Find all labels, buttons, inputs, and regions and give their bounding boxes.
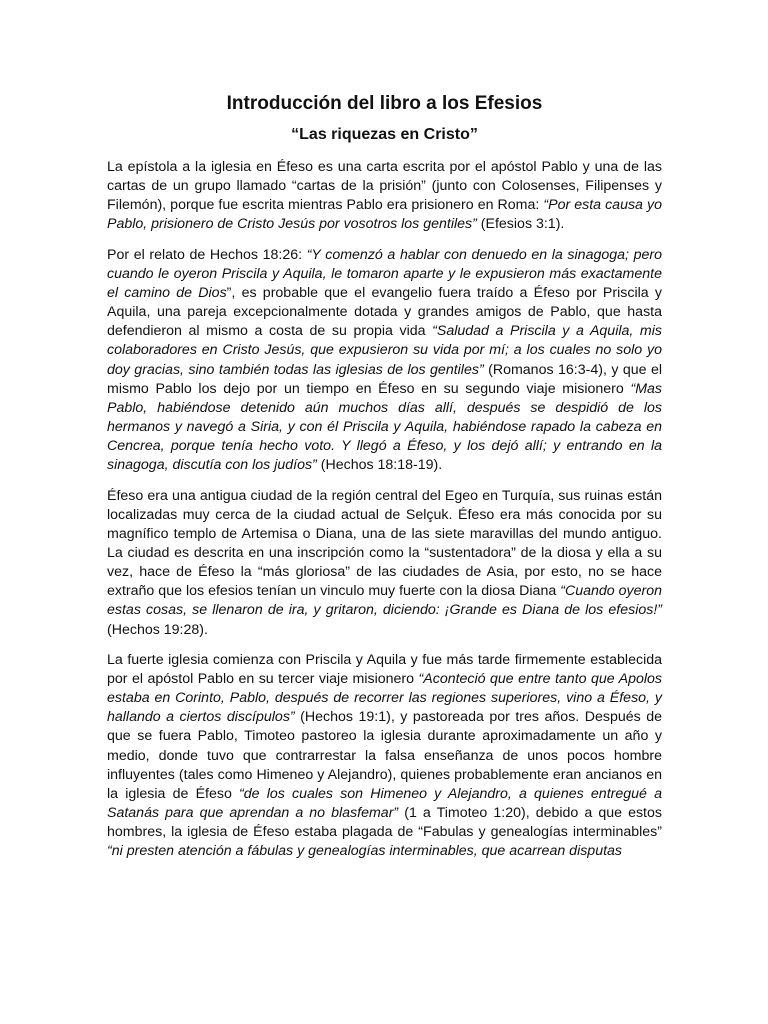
text-segment: (Hechos 19:1), y pastoreada por tres años. Después de que se fuera Pablo, Timoteo pastoreo la iglesia durante aproximadamente un año y medio, donde tuvo que contrarrestar la falsa enseñanza de unos pocos hombre influyentes (tales como Himeneo y Alejandro), quienes probablemente eran ancianos en la iglesia de Éfeso: [107, 709, 663, 802]
scripture-quote: “de los cuales son Himeneo y Alejandro, a quienes entregué a Satanás para que aprendan a no blasfemar”: [107, 785, 662, 821]
text-segment: Éfeso era una antigua ciudad de la región central del Egeo en Turquía, sus ruinas están localizadas muy cerca de la ciudad actual de Selçuk. Éfeso era más conocida por su magnífico templo de Artemisa o Diana, una de las siete maravillas del mundo antiguo. La ciudad es descrita en una inscripción como la “sustentadora” de la diosa y ella a su vez, hace de Éfeso la “más gloriosa” de las ciudades de Asia, por esto, no se hace extraño que los efesios tenían un vinculo muy fuerte con la diosa Diana: [107, 487, 662, 600]
paragraph-4: [107, 651, 662, 862]
text-segment: La fuerte iglesia comienza con Priscila y Aquila y fue más tarde firmemente establecida por el apóstol Pablo en su tercer viaje misionero: [107, 651, 662, 687]
scripture-quote: “Por esta causa yo Pablo, prisionero de Cristo Jesús por vosotros los gentiles”: [107, 197, 662, 233]
scripture-quote: “Cuando oyeron estas cosas, se llenaron de ira, y gritaron, diciendo: ¡Grande es Diana de los efesios!”: [107, 583, 663, 619]
text-segment: (Hechos 19:28).: [107, 621, 208, 638]
text-segment: (1 a Timoteo 1:20), debido a que estos hombres, la iglesia de Éfeso estaba plagada de “Fabulas y genealogías interminables”: [107, 805, 662, 841]
paragraph-3: [107, 487, 662, 640]
text-segment: (Hechos 18:18-19).: [316, 457, 443, 474]
paragraph-1: [107, 158, 662, 235]
text-segment: Por el relato de Hechos 18:26:: [107, 246, 307, 263]
scripture-quote: “Mas Pablo, habiéndose detenido aún muchos días allí, después se despidió de los hermanos y navegó a Siria, y con él Priscila y Aquila, habiéndose rapado la cabeza en Cencrea, porque tenía hecho voto. Y llegó a Éfeso, y los dejó allí; y entrando en la sinagoga, discutía con los judíos”: [107, 380, 662, 474]
page-subtitle: “Las riquezas en Cristo”: [291, 126, 478, 143]
paragraph-2: [107, 246, 662, 476]
scripture-quote: “Saludad a Priscila y a Aquila, mis colaboradores en Cristo Jesús, que expusieron su vida por mí; a los cuales no solo yo doy gracias, sino también todas las iglesias de los gentiles”: [107, 323, 662, 378]
scripture-quote: “Aconteció que entre tanto que Apolos estaba en Corinto, Pablo, después de recorrer las regiones superiores, vino a Éfeso, y hallando a ciertos discípulos”: [107, 670, 662, 726]
document-body: [107, 92, 662, 872]
scripture-quote: “ni presten atención a fábulas y genealogías interminables, que acarrean disputas: [107, 843, 623, 860]
scripture-quote: “Y comenzó a hablar con denuedo en la sinagoga; pero cuando le oyeron Priscila y Aquila, le tomaron aparte y le expusieron más exactamente el camino de Dios: [107, 246, 662, 301]
text-segment: (Romanos 16:3-4), y que el mismo Pablo los dejo por un tiempo en Éfeso en su segundo viaje misionero: [107, 361, 662, 397]
text-segment: (Efesios 3:1).: [476, 216, 565, 233]
text-segment: La epístola a la iglesia en Éfeso es una carta escrita por el apóstol Pablo y una de las cartas de un grupo llamado “cartas de la prisión” (junto con Colosenses, Filipenses y Filemón), porque fue escrita mientras Pablo era prisionero en Roma:: [107, 159, 662, 214]
text-segment: ”, es probable que el evangelio fuera traído a Éfeso por Priscila y Aquila, una pareja excepcionalmente dotada y grandes amigos de Pablo, que hasta defendieron al mismo a costa de su propia vida: [107, 284, 662, 340]
page-title: Introducción del libro a los Efesios: [226, 93, 543, 114]
